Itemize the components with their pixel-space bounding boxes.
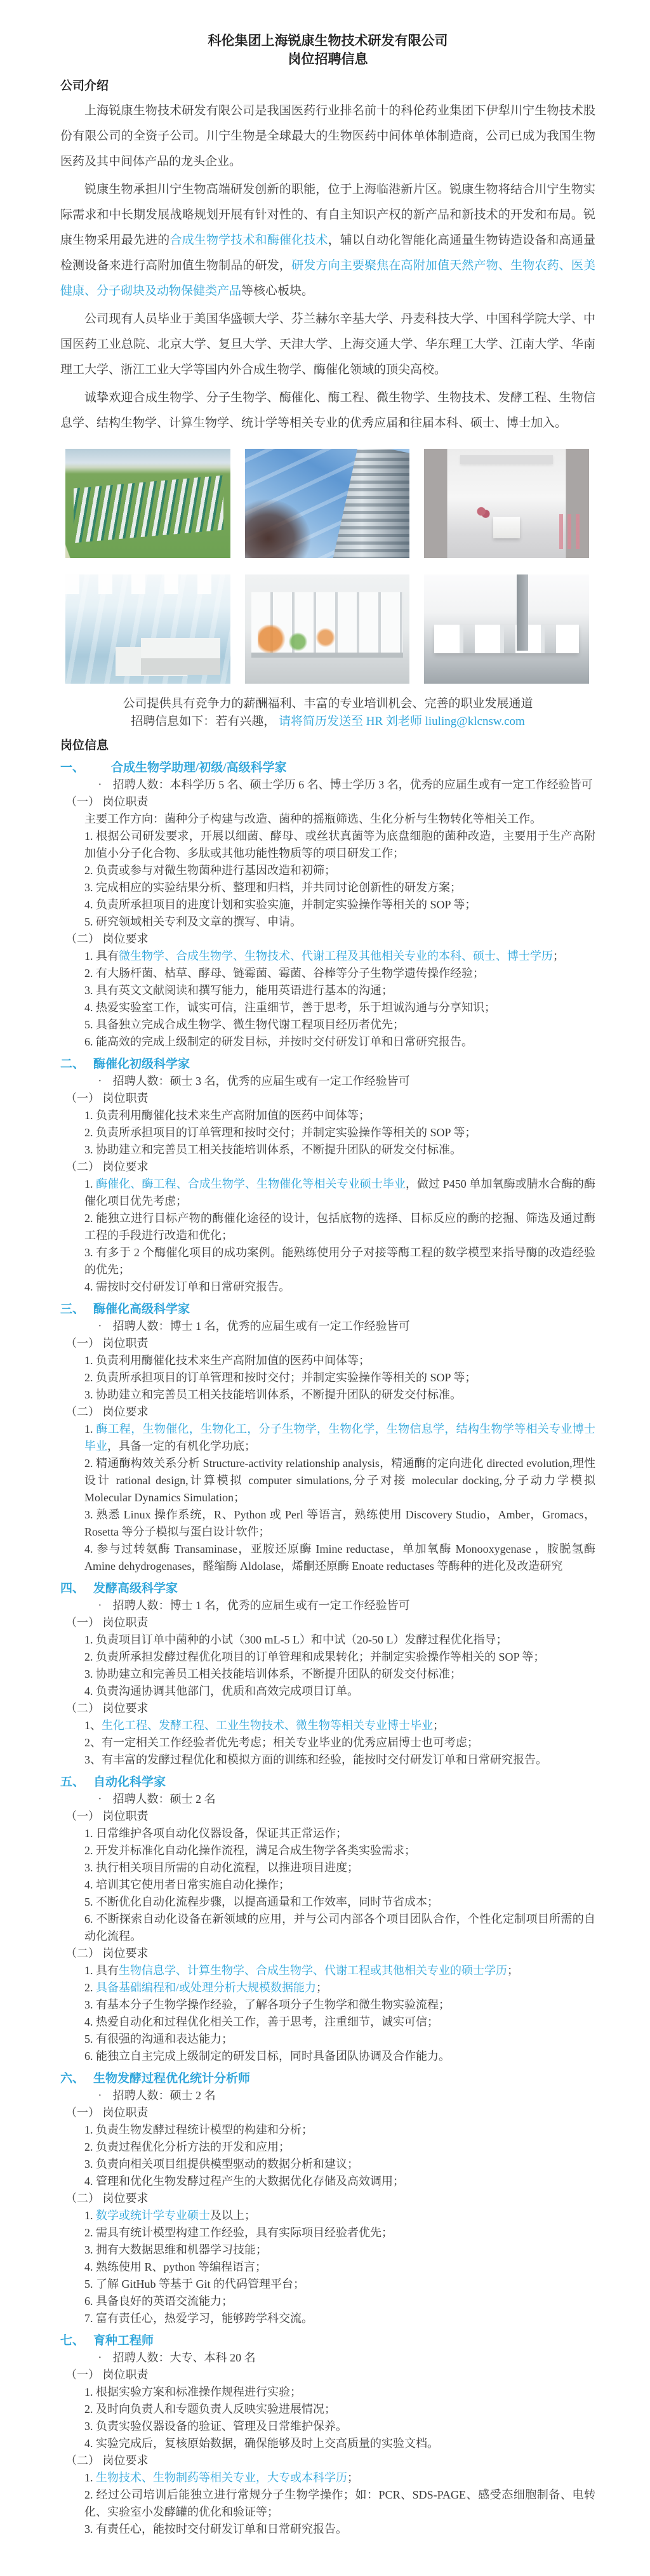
job-title-text: 酶催化初级科学家 [93,1058,190,1071]
duties-label: （一） 岗位职责 [65,795,149,808]
requirement-item [60,2293,595,2310]
requirement-item [60,2207,595,2224]
job-section-2 [60,1056,595,1296]
text-run: 4. 热爱自动化和过程优化相关工作，善于思考，注重细节，诚实可信； [84,2015,439,2028]
text-run: 2. 负责所承担项目的订单管理和按时交付；并制定实验操作等相关的 SOP 等； [84,1126,477,1139]
requirement-item [60,2276,595,2293]
requirement-item [60,2031,595,2048]
text-run: 5. 了解 GitHub 等基于 Git 的代码管理平台； [84,2278,305,2290]
intro-paragraph-3 [60,307,595,383]
duty-item [60,896,595,913]
job-title-text: 发酵高级科学家 [93,1582,178,1595]
job-title [60,1056,595,1073]
text-run: 3. 协助建立和完善员工相关技能培训体系，不断提升团队的研发交付标准。 [84,1388,461,1401]
document-subtitle: 岗位招聘信息 [288,51,368,67]
text-run: 4. 实验完成后，复核原始数据，确保能够及时上交高质量的实验文档。 [84,2437,439,2450]
duties-label: （一） 岗位职责 [65,1810,149,1822]
rd-building-photo [245,449,410,558]
headcount-text: 招聘人数：大专、本科 20 名 [112,2351,256,2364]
text-run: 3. 完成相应的实验结果分析、整理和归档，并共同讨论创新性的研发方案； [84,881,461,894]
duty-item [60,1666,595,1683]
text-run: 2. 负责所承担项目的订单管理和按时交付；并制定实验操作等相关的 SOP 等； [84,1371,477,1384]
text-run: 3. 执行相关项目所需的自动化流程，以推进项目进度； [84,1861,359,1874]
headcount-line [60,1073,595,1090]
text-run: 诚挚欢迎合成生物学、分子生物学、酶催化、酶工程、微生物学、生物技术、发酵工程、生物信息学、结构生物学、计算生物学、统计学等相关专业的优秀应届和往届本科、硕士、博士加入。 [60,391,595,430]
job-number: 五、 [60,1776,85,1789]
job-number: 一、 [60,761,85,774]
email-link[interactable]: liuling@klcnsw.com [425,715,525,728]
duty-item [60,2418,595,2435]
text-run: ； [553,950,564,962]
highlight-text: 数学或统计学专业硕士 [96,2209,210,2222]
headcount-line [60,2349,595,2367]
duty-item [60,1876,595,1894]
contact-intro-text: 招聘信息如下：若有兴趣， [131,715,276,728]
text-run: 6. 能独立自主完成上级制定的研发目标，同时具备团队协调及合作能力。 [84,2050,450,2062]
text-run: 3. 有基本分子生物学操作经验，了解各项分子生物学和微生物实验流程； [84,1998,450,2011]
requirement-item [60,2469,595,2486]
text-run: 2. 有大肠杆菌、枯草、酵母、链霉菌、霉菌、谷棒等分子生物学遗传操作经验； [84,967,484,979]
text-run: 4. 参与过转氨酶 Transaminase，亚胺还原酶 Imine reductase，单加氧酶 Monooxygenase ，胺脱氢酶 Amine dehydrogenases，醛缩酶 Aldolase，烯酮还原酶 Enoate reductases 等酶种的进化及改造研究 [84,1543,595,1572]
text-run: 6. 不断探索自动化设备在新领域的应用，并与公司内部各个项目团队合作，个性化定制项目所需的自动化流程。 [84,1913,595,1942]
campus-aerial-photo [65,449,230,558]
headcount-line [60,776,595,793]
company-intro-heading: 公司介绍 [60,79,109,93]
requirement-item [60,1541,595,1575]
requirements-label: （二） 岗位要求 [65,933,149,945]
requirements-label: （二） 岗位要求 [65,2454,149,2467]
requirement-item [60,1996,595,2014]
jobs-list [60,759,595,2538]
text-run: 6. 具备良好的英语交流能力； [84,2295,233,2307]
reception-desk [493,517,520,538]
requirement-item [60,2259,595,2276]
job-number: 三、 [60,1303,85,1316]
text-run: 4. 管理和优化生物发酵过程产生的大数据优化存储及高效调用； [84,2175,404,2188]
duty-item [60,1124,595,1141]
requirements-label: （二） 岗位要求 [65,1947,149,1960]
text-run: 7. 富有责任心，热爱学习，能够跨学科交流。 [84,2312,313,2325]
highlight-text: 酶工程，生物催化，生物化工，分子生物学，生物化学，生物信息学，结构生物学等相关专业博士毕业 [84,1423,596,1452]
text-run: 4. 培训其它使用者日常实施自动化操作； [84,1878,290,1891]
headcount-text: 招聘人数：硕士 2 名 [112,1793,216,1805]
job-title-text: 自动化科学家 [93,1776,166,1789]
text-run: 5. 研究领域相关专利及文章的撰写、申请。 [84,915,302,928]
duty-item [60,1859,595,1876]
job-section-6 [60,2070,595,2327]
text-run: ； [507,1964,519,1977]
requirement-item [60,2486,595,2521]
highlight-text: 酶催化、酶工程、合成生物学、生物催化等相关专业硕士毕业 [96,1178,406,1190]
text-run: 1. [84,1423,96,1435]
requirement-item [60,2310,595,2327]
tree-silhouette [245,499,311,558]
highlight-text: 研发方向主要聚焦在高附加值天然产物、生物农药、医美健康、分子砌块及动物保健类产品 [60,259,595,298]
duty-item [60,2121,595,2139]
job-title-text: 生物发酵过程优化统计分析师 [93,2072,251,2085]
text-run: 2. 精通酶构效关系分析 Structure-activity relationship analysis，精通酶的定向进化 directed evolution,理性设计 rational design,计算模拟 computer simulations,分子对接 molecular docking,分子动力学模拟 Molecular Dynamics Simulation； [84,1457,595,1504]
text-run: 2、有一定相关工作经验者优先考虑；相关专业毕业的优秀应届博士也可考虑； [84,1736,479,1749]
text-run: 3. 负责实验仪器设备的验证、管理及日常维护保养。 [84,2420,347,2433]
job-number: 六、 [60,2072,85,2085]
lobby-photo [424,449,589,558]
text-run: 5. 具备独立完成合成生物学、微生物代谢工程项目经历者优先； [84,1018,404,1031]
fermentation-equipment-photo [245,574,410,684]
requirement-item [60,1210,595,1244]
text-run: 5. 有很强的沟通和表达能力； [84,2033,233,2045]
text-run: 1. 负责利用酶催化技术来生产高附加值的医药中间体等； [84,1354,370,1367]
requirement-item [60,2048,595,2065]
job-number: 四、 [60,1582,85,1595]
text-run: 1. [84,2209,96,2222]
text-run: 3. 协助建立和完善员工相关技能培训体系，不断提升团队的研发交付标准。 [84,1143,461,1156]
duties-label: （一） 岗位职责 [65,1616,149,1629]
duty-item [60,1141,595,1159]
duty-item [60,1649,595,1666]
duty-item [60,1369,595,1386]
highlight-text: 生化工程、发酵工程、工业生物技术、微生物等相关专业博士毕业 [102,1719,433,1732]
headcount-text: 招聘人数：博士 1 名，优秀的应届生或有一定工作经验皆可 [112,1320,410,1332]
job-number: 二、 [60,1058,85,1071]
text-run: 3. 协助建立和完善员工相关技能培训体系，不断提升团队的研发交付标准； [84,1668,461,1680]
text-run: 3、有丰富的发酵过程优化和模拟方面的训练和经验，能按时交付研发订单和日常研究报告。 [84,1753,547,1766]
bullet-icon: · [98,1322,102,1331]
job-section-5 [60,1774,595,2065]
requirement-item [60,2014,595,2031]
text-run: 3. 熟悉 Linux 操作系统，R、Python 或 Perl 等语言，熟练使用 Discovery Studio，Amber，Gromacs，Rosetta 等分子模拟与蛋白设计软件； [84,1508,595,1538]
requirement-item [60,1506,595,1541]
requirements-label: （二） 岗位要求 [65,1702,149,1715]
text-run: 3. 具有英文文献阅读和撰写能力，能用英语进行基本的沟通； [84,984,393,997]
job-title [60,2332,595,2349]
requirement-item [60,1734,595,1751]
requirement-item [60,2521,595,2538]
requirement-item [60,965,595,982]
text-run: 2. 需具有统计模型构建工作经验，具有实际项目经验者优先； [84,2226,393,2239]
headcount-text: 招聘人数：博士 1 名，优秀的应届生或有一定工作经验皆可 [112,1599,410,1612]
text-run: 2. 开发并标准化自动化操作流程，满足合成生物学各类实验需求； [84,1844,416,1857]
duty-item [60,1825,595,1842]
text-run: 2. 及时向负责人和专题负责人反映实验进展情况； [84,2403,336,2415]
headcount-line [60,1318,595,1335]
requirement-item [60,1176,595,1210]
duty-item [60,1683,595,1700]
job-section-4 [60,1580,595,1769]
text-run: 1. 负责项目订单中菌种的小试（300 mL-5 L）和中试（20-50 L）发酵过程优化指导； [84,1633,508,1646]
jobs-section-heading: 岗位信息 [60,739,109,752]
text-run: 4. 需按时交付研发订单和日常研究报告。 [84,1280,290,1293]
requirement-item [60,2241,595,2259]
text-run: 1. 负责利用酶催化技术来生产高附加值的医药中间体等； [84,1109,370,1122]
requirement-item [60,1751,595,1769]
requirement-item [60,948,595,965]
duty-item [60,1107,595,1124]
text-run: 4. 负责沟通协调其他部门，优质和高效完成项目订单。 [84,1685,359,1697]
text-run: 1. 根据实验方案和标准操作规程进行实验； [84,2386,302,2398]
requirements-label: （二） 岗位要求 [65,2192,149,2205]
text-run: 1. [84,2471,96,2484]
text-run: 4. 热爱实验室工作，诚实可信，注重细节，善于思考，乐于坦诚沟通与分享知识； [84,1001,496,1014]
duty-item [60,1352,595,1369]
text-run: 等核心板块。 [241,284,314,298]
requirement-item [60,2224,595,2241]
company-photo-grid [65,449,589,684]
duties-label: （一） 岗位职责 [65,1337,149,1350]
duty-item [60,2401,595,2418]
highlight-text: 合成生物学技术和酶催化技术 [169,234,328,247]
text-run: 2. 负责所承担发酵过程优化项目的订单管理和成果转化；并制定实验操作等相关的 SOP 等； [84,1650,545,1663]
job-title [60,1301,595,1318]
highlight-text: 生物信息学、计算生物学、合成生物学、代谢工程或其他相关专业的硕士学历 [119,1964,507,1977]
requirement-item [60,1717,595,1734]
duty-item [60,1894,595,1911]
job-title-text: 育种工程师 [93,2334,154,2347]
text-run: 5. 不断优化自动化流程步骤，以提高通量和工作效率，同时节省成本； [84,1895,439,1908]
headcount-text: 招聘人数：硕士 3 名，优秀的应届生或有一定工作经验皆可 [112,1075,410,1087]
text-run: ； [347,2471,359,2484]
highlight-text: 生物技术、生物制药等相关专业，大专或本科学历 [96,2471,347,2484]
duty-item [60,879,595,896]
text-run: 及以上； [210,2209,256,2222]
text-run: 上海锐康生物技术研发有限公司是我国医药行业排名前十的科伦药业集团下伊犁川宁生物技术股份有限公司的全资子公司。川宁生物是全球最大的生物医药中间体单体制造商，公司已成为我国生物医药及其中间体产品的龙头企业。 [60,104,595,168]
headcount-line [60,2087,595,2104]
lab-bench [141,638,220,675]
bullet-icon: · [98,2091,102,2101]
job-section-3 [60,1301,595,1575]
requirement-item [60,1016,595,1033]
text-run: 2. 经过公司培训后能独立进行常规分子生物学操作；如：PCR、SDS-PAGE、感受态细胞制备、电转化、实验室小发酵罐的优化和验证等； [84,2488,595,2518]
requirement-item [60,1244,595,1278]
text-run: 1. [84,1178,96,1190]
bullet-icon: · [98,2353,102,2363]
text-run: 1、 [84,1719,102,1732]
text-run: ，做过 P450 单加氧酶或腈水合酶的酶催化项目优先考虑； [84,1178,596,1207]
text-run: 锐康生物承担川宁生物高端研发创新的职能，位于上海临港新片区。锐康生物将结合川宁生物实际需求和中长期发展战略规划开展有针对性的、有自主知识产权的新产品和新技术的开发和布局。锐康生物采用最先进的 [60,183,595,247]
text-run: 2. [84,1981,96,1994]
text-run: 3. 拥有大数据思维和机器学习技能； [84,2243,267,2256]
text-run: 1. 具有 [84,1964,119,1977]
text-run: 2. 负责或参与对微生物菌种进行基因改造和初筛； [84,864,336,877]
text-run: ； [433,1719,444,1732]
flower-decor [475,507,490,519]
requirement-item [60,1421,595,1455]
highlight-text: 具备基础编程和/或处理分析大规模数据能力 [96,1981,316,1994]
intro-paragraph-2 [60,177,595,304]
duty-item [60,2435,595,2452]
duty-item [60,862,595,879]
duties-label: （一） 岗位职责 [65,1092,149,1105]
requirement-item [60,982,595,999]
laboratory-photo [65,574,230,684]
lobby-chairs [559,514,584,549]
requirement-item [60,1033,595,1051]
job-title-text: 合成生物学助理/初级/高级科学家 [111,761,287,774]
headcount-text: 招聘人数：本科学历 5 名、硕士学历 6 名、博士学历 3 名，优秀的应届生或有一定工作经验皆可 [112,778,593,791]
text-run: 4. 熟练使用 R、python 等编程语言； [84,2261,267,2273]
headcount-line [60,1597,595,1614]
text-run: ； [316,1981,328,1994]
duty-item [60,2156,595,2173]
requirements-label: （二） 岗位要求 [65,1405,149,1418]
text-run: 6. 能高效的完成上级制定的研发目标，并按时交付研发订单和日常研究报告。 [84,1035,473,1048]
text-run: ，辅以自动化智能化高通量生物铸造设备和高通量检测设备来进行高附加值生物制品的研发， [60,234,595,272]
bullet-icon: · [98,1077,102,1086]
duties-label: （一） 岗位职责 [65,2368,149,2381]
text-run: 1. 负责生物发酵过程统计模型的构建和分析； [84,2123,313,2136]
text-run: 3. 有多于 2 个酶催化项目的成功案例。能熟练使用分子对接等酶工程的数学模型来指导酶的改造经验的优先； [84,1246,595,1276]
requirement-item [60,1455,595,1506]
job-title [60,2070,595,2087]
job-title [60,759,595,776]
text-run: 4. 负责所承担项目的进度计划和实验实施，并制定实验操作等相关的 SOP 等； [84,898,477,911]
job-section-1 [60,759,595,1051]
requirement-item [60,999,595,1016]
duty-item [60,2384,595,2401]
duties-intro: 主要工作方向：菌种分子构建与改造、菌种的摇瓶筛选、生化分析与生物转化等相关工作。 [84,813,541,825]
bullet-icon: · [98,780,102,790]
job-title [60,1580,595,1597]
company-title: 科伦集团上海锐康生物技术研发有限公司 [208,33,448,48]
text-run: 3. 有责任心，能按时交付研发订单和日常研究报告。 [84,2523,347,2535]
job-number: 七、 [60,2334,85,2347]
contact-hr-text: 请将简历发送至 HR 刘老师 [278,715,425,728]
duties-label: （一） 岗位职责 [65,2106,149,2119]
requirement-item [60,1962,595,1979]
duty-item [60,913,595,931]
highlight-text: 微生物学、合成生物学、生物技术、代谢工程及其他相关专业的本科、硕士、博士学历 [119,950,553,962]
duty-item [60,1842,595,1859]
requirements-label: （二） 岗位要求 [65,1160,149,1173]
duty-item [60,2173,595,2190]
intro-paragraph-1 [60,98,595,175]
benefits-line: 公司提供具有竞争力的薪酬福利、丰富的专业培训机会、完善的职业发展通道 [123,697,533,710]
text-run: 1. 根据公司研发要求，开展以细菌、酵母、或丝状真菌等为底盘细胞的菌种改造，主要用于生产高附加值小分子化合物、多肽或其他功能性物质等的项目研发工作； [84,830,595,860]
bullet-icon: · [98,1795,102,1804]
office-area-photo [424,574,589,684]
intro-paragraph-4 [60,385,595,436]
headcount-line [60,1791,595,1808]
text-run: 公司现有人员毕业于美国华盛顿大学、芬兰赫尔辛基大学、丹麦科技大学、中国科学院大学、中国医药工业总院、北京大学、复旦大学、天津大学、上海交通大学、华东理工大学、江南大学、华南理工大学、浙江工业大学等国内外合成生物学、酶催化领域的顶尖高校。 [60,312,595,376]
duty-item [60,2139,595,2156]
bullet-icon: · [98,1601,102,1610]
job-section-7 [60,2332,595,2538]
text-run: 2. 能独立进行目标产物的酶催化途径的设计，包括底物的选择、目标反应的酶的挖掘、筛选及通过酶工程的手段进行改造和优化； [84,1212,595,1242]
contact-line [60,713,595,731]
text-run: 2. 负责过程优化分析方法的开发和应用； [84,2141,290,2153]
duty-item [60,1386,595,1404]
requirement-item [60,1979,595,1996]
text-run: 3. 负责向相关项目组提供模型驱动的数据分析和建议； [84,2158,359,2170]
duty-item [60,1631,595,1649]
requirement-item [60,1278,595,1296]
duty-item [60,828,595,862]
text-run: ，具备一定的有机化学功底； [107,1440,256,1452]
text-run: 1. 日常维护各项自动化仪器设备，保证其正常运作； [84,1827,347,1840]
headcount-text: 招聘人数：硕士 2 名 [112,2089,216,2102]
job-title [60,1774,595,1791]
duty-item [60,1911,595,1945]
text-run: 1. 具有 [84,950,119,962]
job-title-text: 酶催化高级科学家 [93,1303,190,1316]
